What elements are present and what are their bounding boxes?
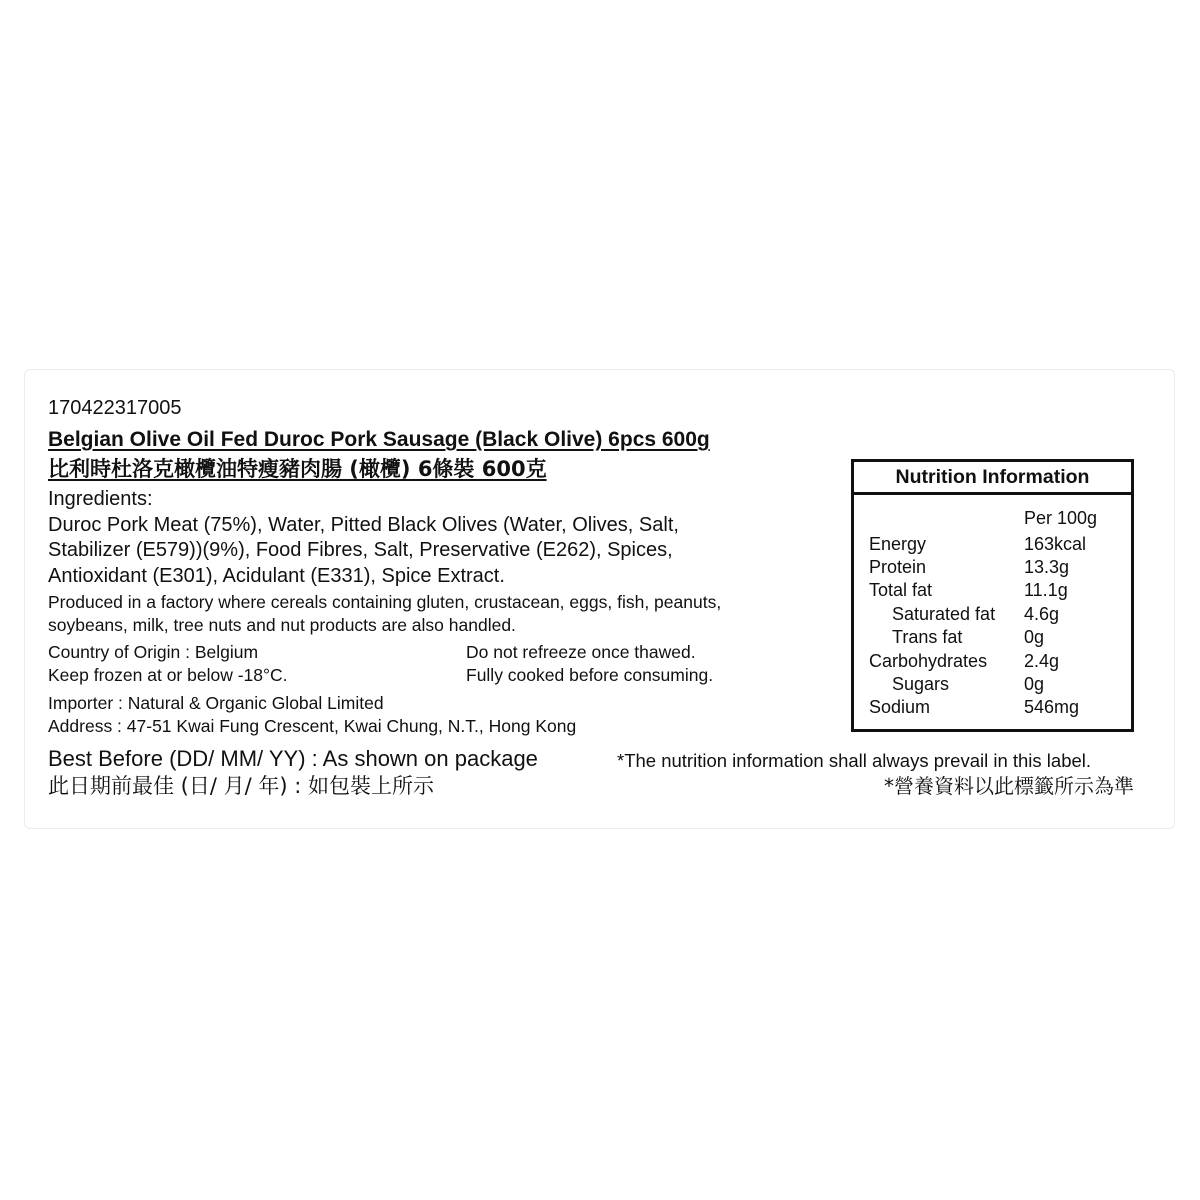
importer-name: Importer : Natural & Organic Global Limited <box>48 693 384 713</box>
product-title-zh: 比利時杜洛克橄欖油特瘦豬肉腸 (橄欖) 6條裝 600克 <box>48 457 547 481</box>
country-of-origin: Country of Origin : Belgium <box>48 642 259 662</box>
nutrient-value: 0g <box>1024 627 1045 647</box>
nutrient-value: 13.3g <box>1024 557 1070 577</box>
nutrition-table <box>851 459 1134 732</box>
product-code: 170422317005 <box>48 397 182 419</box>
best-before-en: Best Before (DD/ MM/ YY) : As shown on package <box>48 746 538 771</box>
cooking-note: Fully cooked before consuming. <box>466 665 714 685</box>
nutrition-row-saturated-fat <box>854 605 1131 628</box>
allergen-statement-line: Produced in a factory where cereals containing gluten, crustacean, eggs, fish, peanuts, <box>48 592 722 612</box>
refreeze-warning: Do not refreeze once thawed. <box>466 642 696 662</box>
nutrition-row-trans-fat <box>854 628 1131 651</box>
allergen-statement-line: soybeans, milk, tree nuts and nut products are also handled. <box>48 615 516 635</box>
nutrient-name: Total fat <box>869 580 933 600</box>
nutrition-disclaimer-en: *The nutrition information shall always prevail in this label. <box>617 750 1092 771</box>
ingredients-line: Antioxidant (E301), Acidulant (E331), Spice Extract. <box>48 565 505 587</box>
nutrient-name: Protein <box>869 557 927 577</box>
best-before-zh: 此日期前最佳 (日/ 月/ 年) : 如包裝上所示 <box>48 774 434 798</box>
nutrient-name: Sodium <box>869 697 931 717</box>
nutrient-value: 163kcal <box>1024 534 1087 554</box>
ingredients-line: Duroc Pork Meat (75%), Water, Pitted Black Olives (Water, Olives, Salt, <box>48 514 679 536</box>
ingredients-heading: Ingredients: <box>48 488 153 510</box>
storage-instruction: Keep frozen at or below -18°C. <box>48 665 288 685</box>
nutrition-per-serving: Per 100g <box>1024 508 1098 528</box>
nutrient-name: Energy <box>869 534 927 554</box>
nutrient-value: 0g <box>1024 674 1045 694</box>
importer-address: Address : 47-51 Kwai Fung Crescent, Kwai Chung, N.T., Hong Kong <box>48 716 577 736</box>
nutrition-table-title: Nutrition Information <box>854 462 1131 495</box>
nutrient-value: 546mg <box>1024 697 1080 717</box>
ingredients-line: Stabilizer (E579))(9%), Food Fibres, Salt, Preservative (E262), Spices, <box>48 539 673 561</box>
nutrient-value: 11.1g <box>1024 580 1068 600</box>
nutrition-row-protein <box>854 558 1131 581</box>
nutrient-name: Trans fat <box>892 627 963 647</box>
nutrition-disclaimer-zh: *營養資料以此標籤所示為準 <box>884 774 1134 798</box>
nutrient-name: Carbohydrates <box>869 651 988 671</box>
nutrition-row-sodium <box>854 698 1131 721</box>
nutrient-value: 4.6g <box>1024 604 1060 624</box>
nutrient-name: Saturated fat <box>892 604 996 624</box>
nutrient-name: Sugars <box>892 674 950 694</box>
nutrition-row-energy <box>854 535 1131 558</box>
nutrition-row-carbohydrates <box>854 652 1131 675</box>
nutrient-value: 2.4g <box>1024 651 1060 671</box>
product-title-en: Belgian Olive Oil Fed Duroc Pork Sausage (Black Olive) 6pcs 600g <box>48 428 710 451</box>
nutrition-row-sugars <box>854 675 1131 698</box>
nutrition-row-total-fat <box>854 581 1131 604</box>
